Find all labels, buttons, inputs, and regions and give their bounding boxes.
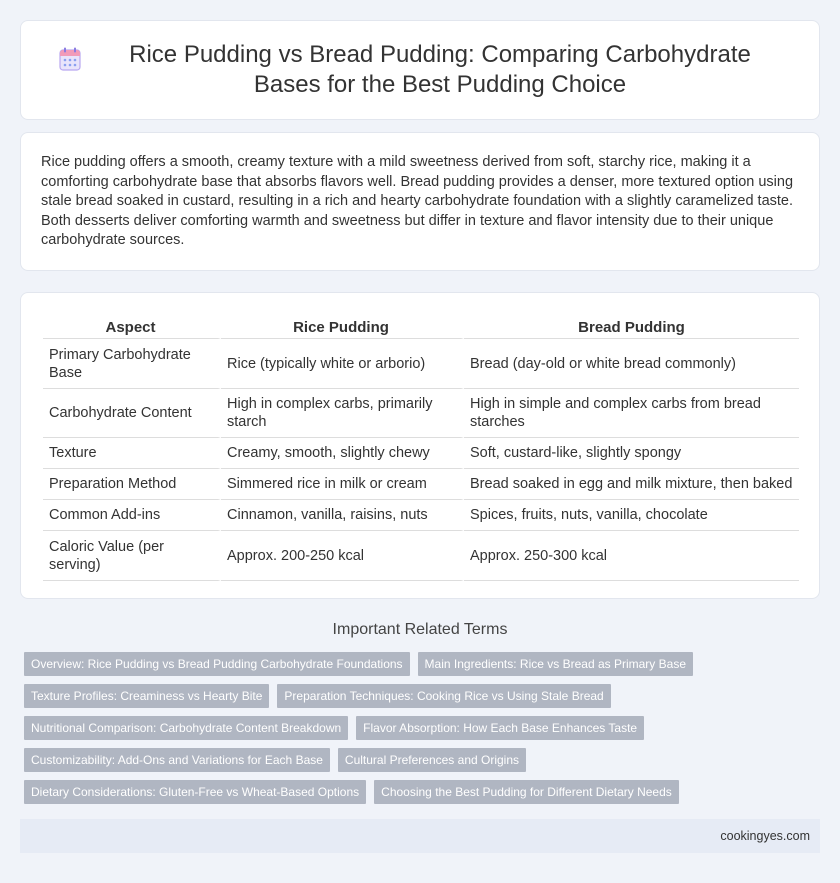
related-term-tag[interactable]: Dietary Considerations: Gluten-Free vs Wheat-Based Options [24, 780, 366, 804]
table-cell: Simmered rice in milk or cream [221, 469, 464, 500]
page-title: Rice Pudding vs Bread Pudding: Comparing Carbohydrate Bases for the Best Pudding Choice [129, 41, 751, 98]
related-term-tag[interactable]: Customizability: Add-Ons and Variations for Each Base [24, 748, 330, 772]
comparison-table-card [20, 292, 820, 599]
table-cell: Carbohydrate Content [43, 389, 221, 438]
intro-paragraph: Rice pudding offers a smooth, creamy texture with a mild sweetness derived from soft, starchy rice, making it a comforting carbohydrate base that absorbs flavors well. Bread pudding provides a denser, more textured option using stale bread soaked in custard, resulting in a rich and hearty carbohydrate foundation with a slightly caramelized taste. Both desserts deliver comforting warmth and sweetness but differ in texture and flavor intensity due to their unique carbohydrate sources. [41, 154, 794, 249]
related-term-tag[interactable]: Overview: Rice Pudding vs Bread Pudding Carbohydrate Foundations [24, 652, 410, 676]
related-term-tag[interactable]: Main Ingredients: Rice vs Bread as Primary Base [418, 652, 693, 676]
table-row [43, 469, 799, 500]
table-cell: High in complex carbs, primarily starch [221, 389, 464, 438]
table-cell: Primary Carbohydrate Base [43, 339, 221, 389]
column-header-bread: Bread Pudding [464, 311, 799, 339]
table-cell: Approx. 250-300 kcal [464, 531, 799, 581]
table-cell: Caloric Value (per serving) [43, 531, 221, 581]
table-cell: Texture [43, 438, 221, 469]
intro-card [20, 132, 820, 271]
table-row [43, 500, 799, 531]
column-header-aspect: Aspect [43, 311, 221, 339]
table-row [43, 531, 799, 581]
table-row [43, 438, 799, 469]
related-term-tag[interactable]: Nutritional Comparison: Carbohydrate Content Breakdown [24, 716, 348, 740]
footer [20, 819, 820, 853]
column-header-rice: Rice Pudding [221, 311, 464, 339]
table-cell: Bread (day-old or white bread commonly) [464, 339, 799, 389]
table-cell: Cinnamon, vanilla, raisins, nuts [221, 500, 464, 531]
comparison-table [43, 311, 799, 581]
table-cell: Bread soaked in egg and milk mixture, then baked [464, 469, 799, 500]
table-cell: High in simple and complex carbs from bread starches [464, 389, 799, 438]
title-card [20, 20, 820, 120]
table-row [43, 389, 799, 438]
related-term-tag[interactable]: Texture Profiles: Creaminess vs Hearty Bite [24, 684, 269, 708]
related-term-tag[interactable]: Choosing the Best Pudding for Different Dietary Needs [374, 780, 679, 804]
table-cell: Spices, fruits, nuts, vanilla, chocolate [464, 500, 799, 531]
footer-site-link[interactable]: cookingyes.com [720, 829, 810, 843]
table-cell: Preparation Method [43, 469, 221, 500]
table-row [43, 339, 799, 389]
table-cell: Approx. 200-250 kcal [221, 531, 464, 581]
table-header-row [43, 311, 799, 339]
table-cell: Rice (typically white or arborio) [221, 339, 464, 389]
table-cell: Common Add-ins [43, 500, 221, 531]
related-term-tag[interactable]: Preparation Techniques: Cooking Rice vs Using Stale Bread [277, 684, 610, 708]
table-cell: Creamy, smooth, slightly chewy [221, 438, 464, 469]
table-cell: Soft, custard-like, slightly spongy [464, 438, 799, 469]
related-terms-title: Important Related Terms [332, 621, 508, 638]
related-term-tag[interactable]: Cultural Preferences and Origins [338, 748, 526, 772]
related-terms-list [24, 652, 804, 804]
related-term-tag[interactable]: Flavor Absorption: How Each Base Enhances Taste [356, 716, 644, 740]
